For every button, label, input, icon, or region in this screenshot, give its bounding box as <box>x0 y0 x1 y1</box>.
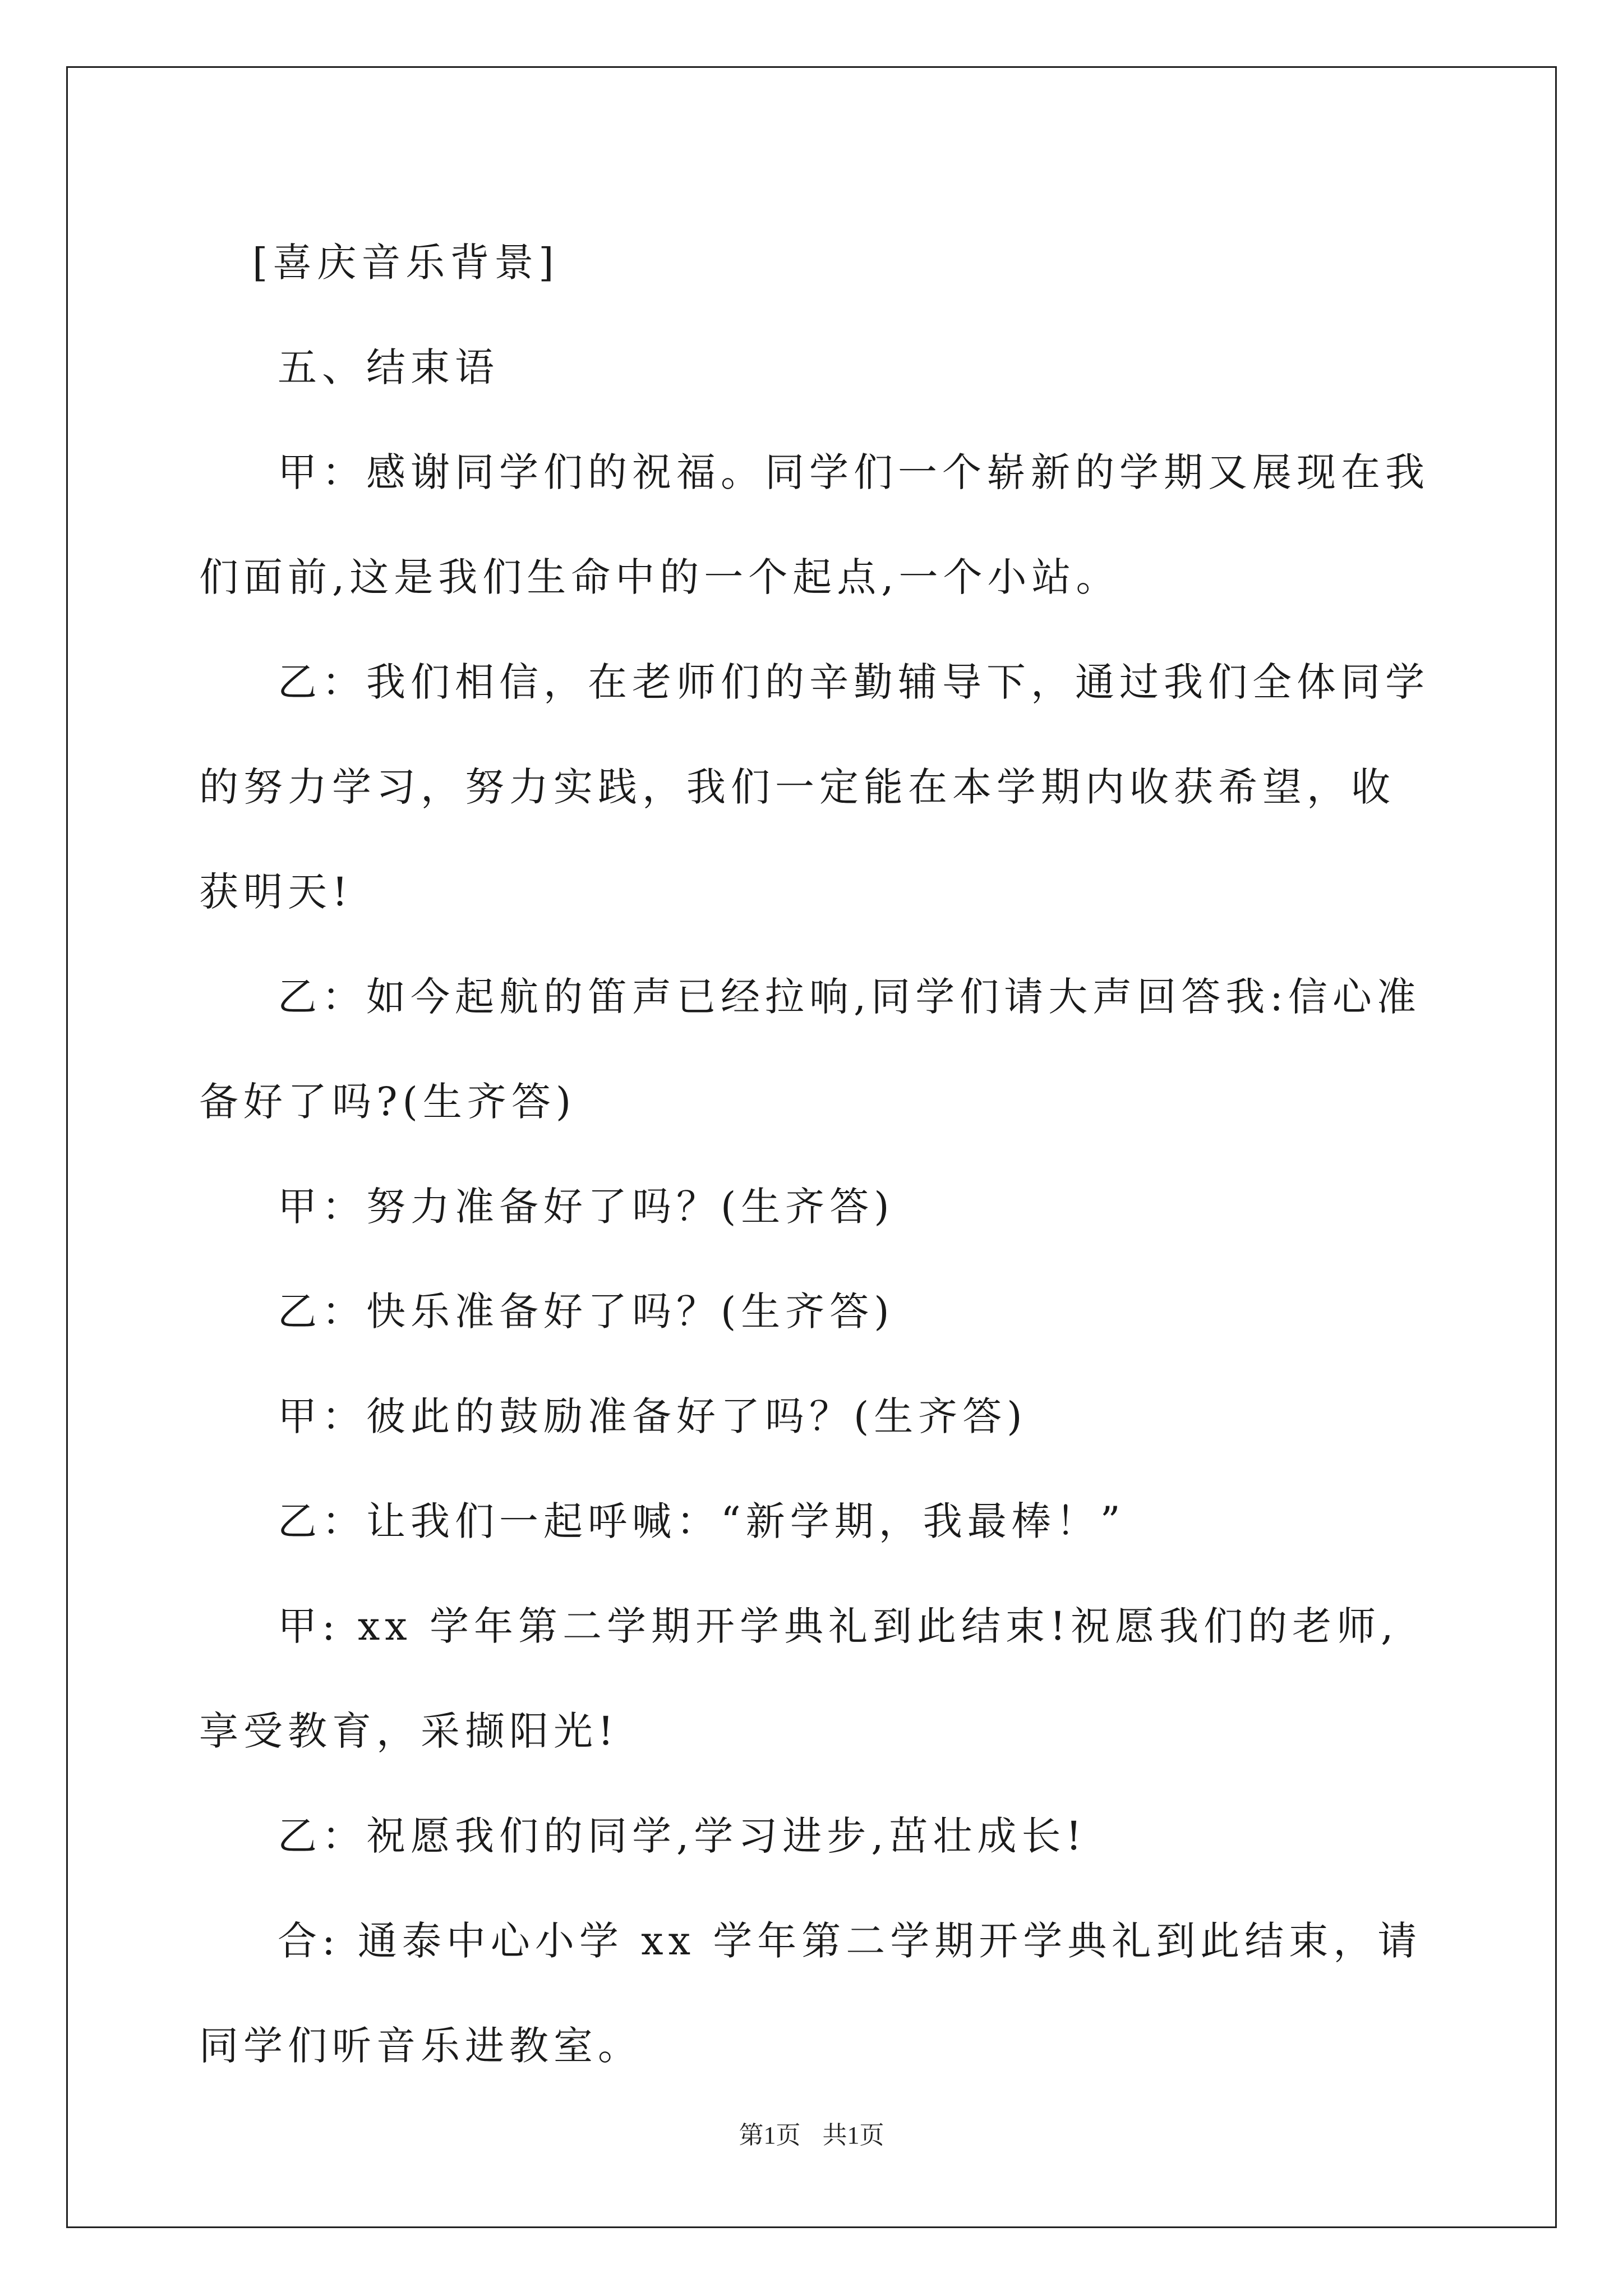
paragraph-music-cue: [喜庆音乐背景] <box>252 240 559 286</box>
document-body <box>199 210 1436 2099</box>
paragraph-yi-wishes: 乙：祝愿我们的同学,学习进步,茁壮成长! <box>278 1813 1087 1859</box>
paragraph-yi-believe: 乙：我们相信，在老师们的辛勤辅导下，通过我们全体同学的努力学习，努力实践，我们一定能在本学期内收获希望，收获明天! <box>199 659 1430 915</box>
paragraph-jia-effort: 甲：努力准备好了吗？(生齐答) <box>278 1184 895 1230</box>
paragraph-section-heading: 五、结束语 <box>278 344 499 390</box>
paragraph-yi-confidence: 乙：如今起航的笛声已经拉响,同学们请大声回答我:信心准备好了吗?(生齐答) <box>199 974 1421 1125</box>
paragraph-together-end: 合: 通泰中心小学 xx 学年第二学期开学典礼到此结束，请同学们听音乐进教室。 <box>199 1918 1422 2069</box>
paragraph-yi-happy: 乙：快乐准备好了吗？(生齐答) <box>278 1289 895 1335</box>
page-number: 第1页 <box>739 2122 801 2149</box>
page-footer <box>0 2115 1623 2151</box>
page-total: 共1页 <box>822 2122 884 2149</box>
paragraph-jia-encourage: 甲：彼此的鼓励准备好了吗？(生齐答) <box>278 1393 1027 1439</box>
paragraph-yi-shout: 乙：让我们一起呼喊：“新学期，我最棒！” <box>278 1498 1126 1544</box>
paragraph-jia-thanks: 甲：感谢同学们的祝福。同学们一个崭新的学期又展现在我们面前,这是我们生命中的一个起点,一个小站。 <box>199 449 1430 600</box>
paragraph-jia-closing: 甲: xx 学年第二学期开学典礼到此结束!祝愿我们的老师,享受教育，采撷阳光! <box>199 1603 1399 1754</box>
